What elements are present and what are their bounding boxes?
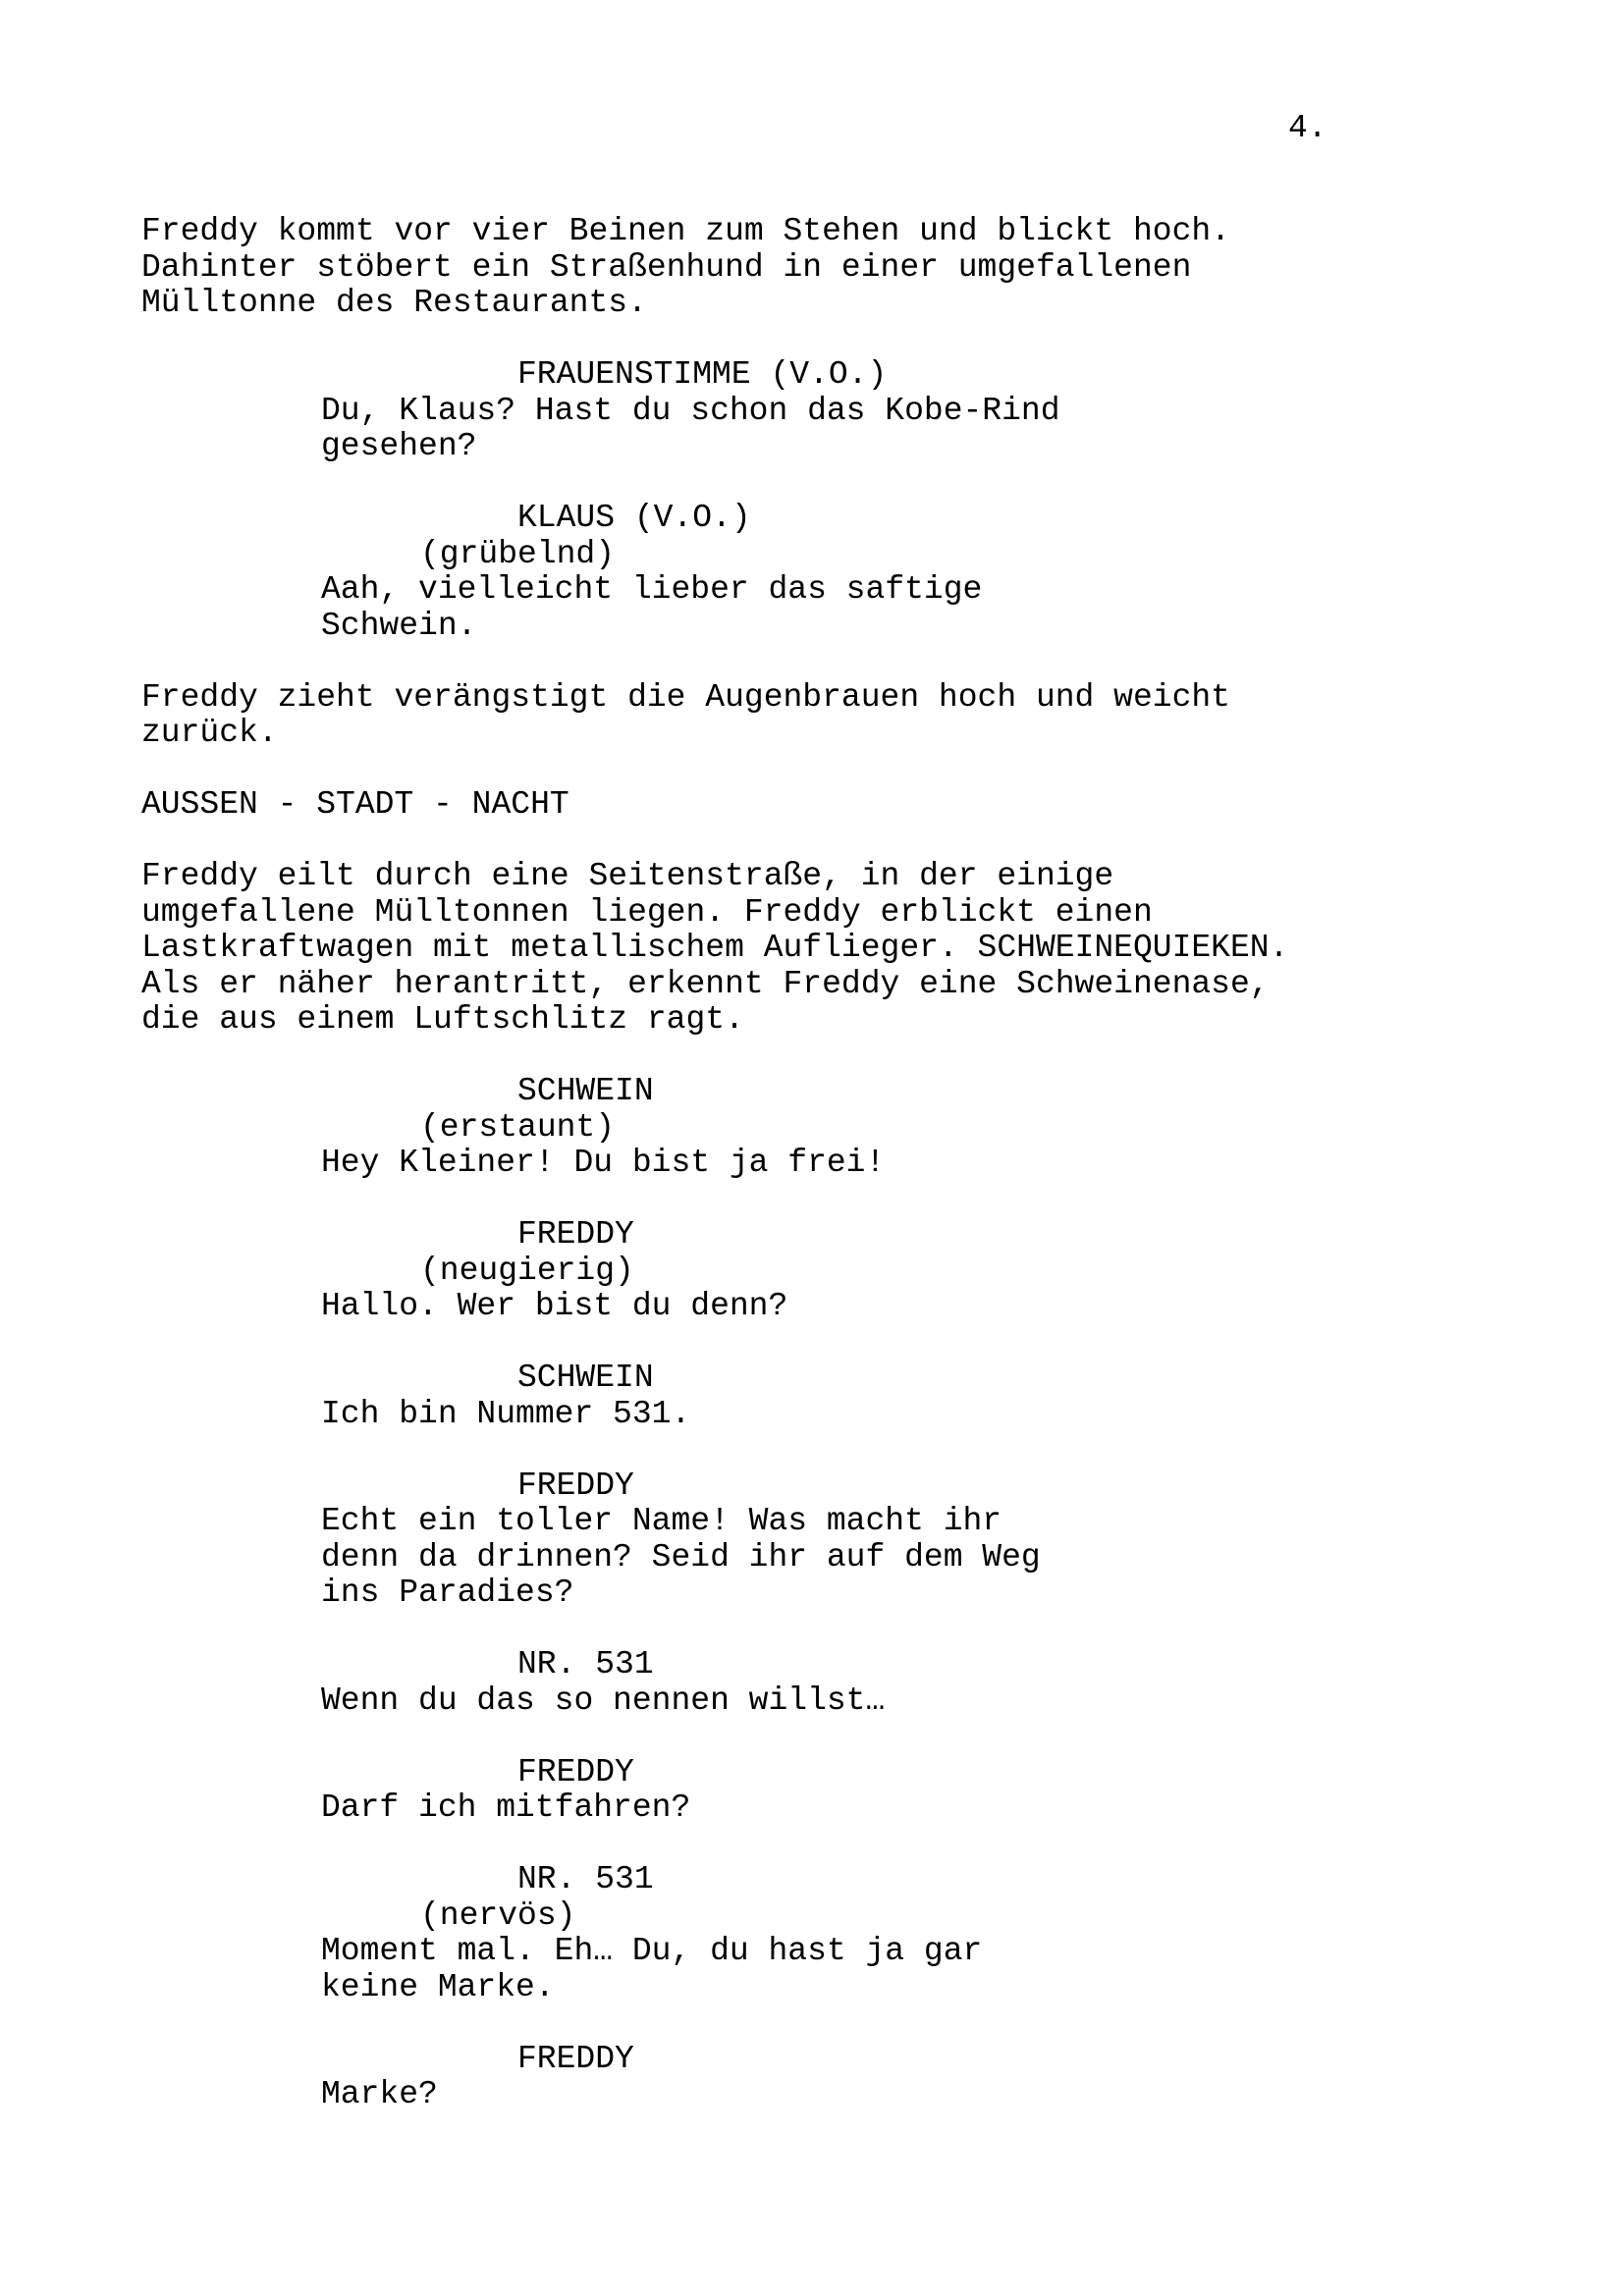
blank-line <box>141 1182 1320 1218</box>
character-name: FREDDY <box>517 1753 634 1790</box>
character-name: FREDDY <box>517 1467 634 1504</box>
scene-heading: AUSSEN - STADT - NACHT <box>141 786 569 823</box>
dialogue-block: Echt ein toller Name! Was macht ihr denn da drinnen? Seid ihr auf dem Weg ins Paradies? <box>321 1503 1041 1611</box>
dialogue-block: Wenn du das so nennen willst… <box>321 1682 886 1719</box>
action-block: Freddy kommt vor vier Beinen zum Stehen und blickt hoch. Dahinter stöbert ein Straßenhund in einer umgefallenen Mülltonne des Restaurants. <box>141 213 1230 321</box>
blank-line <box>141 824 1320 860</box>
parenthetical: (erstaunt) <box>420 1108 616 1146</box>
parenthetical: (grübelnd) <box>420 535 616 572</box>
script-body <box>141 214 1320 2113</box>
blank-line <box>141 1325 1320 1362</box>
blank-line <box>141 1039 1320 1075</box>
character-name: FREDDY <box>517 2040 634 2077</box>
blank-line <box>141 1827 1320 1863</box>
page-number: 4. <box>1288 110 1327 146</box>
character-name: KLAUS (V.O.) <box>517 500 751 536</box>
blank-line <box>141 1432 1320 1468</box>
blank-line <box>141 1612 1320 1648</box>
dialogue-block: Du, Klaus? Hast du schon das Kobe-Rind gesehen? <box>321 392 1060 464</box>
dialogue-block: Darf ich mitfahren? <box>321 1789 691 1826</box>
dialogue-block: Ich bin Nummer 531. <box>321 1395 691 1432</box>
character-name: SCHWEIN <box>517 1073 654 1109</box>
character-name: SCHWEIN <box>517 1360 654 1396</box>
blank-line <box>141 322 1320 358</box>
character-name: FREDDY <box>517 1216 634 1253</box>
dialogue-block: Hallo. Wer bist du denn? <box>321 1288 788 1324</box>
dialogue-block: Hey Kleiner! Du bist ja frei! <box>321 1145 886 1181</box>
blank-line <box>141 752 1320 788</box>
character-name: NR. 531 <box>517 1646 654 1682</box>
dialogue-block: Aah, vielleicht lieber das saftige Schwein. <box>321 571 983 644</box>
blank-line <box>141 2005 1320 2042</box>
dialogue-block: Moment mal. Eh… Du, du hast ja gar keine Marke. <box>321 1933 983 2005</box>
blank-line <box>141 1719 1320 1755</box>
blank-line <box>141 644 1320 680</box>
dialogue-block: Marke? <box>321 2076 438 2112</box>
parenthetical: (nervös) <box>420 1896 576 1934</box>
blank-line <box>141 465 1320 502</box>
action-block: Freddy eilt durch eine Seitenstraße, in der einige umgefallene Mülltonnen liegen. Freddy erblickt einen Lastkraftwagen mit metallischem Auflieger. SCHWEINEQUIEKEN. Als er näher herantritt, erkennt Freddy eine Schweinenase, die aus einem Luftschlitz ragt. <box>141 858 1289 1038</box>
character-name: FRAUENSTIMME (V.O.) <box>517 356 888 393</box>
action-block: Freddy zieht verängstigt die Augenbrauen hoch und weicht zurück. <box>141 678 1230 751</box>
character-name: NR. 531 <box>517 1861 654 1897</box>
parenthetical: (neugierig) <box>420 1252 634 1289</box>
